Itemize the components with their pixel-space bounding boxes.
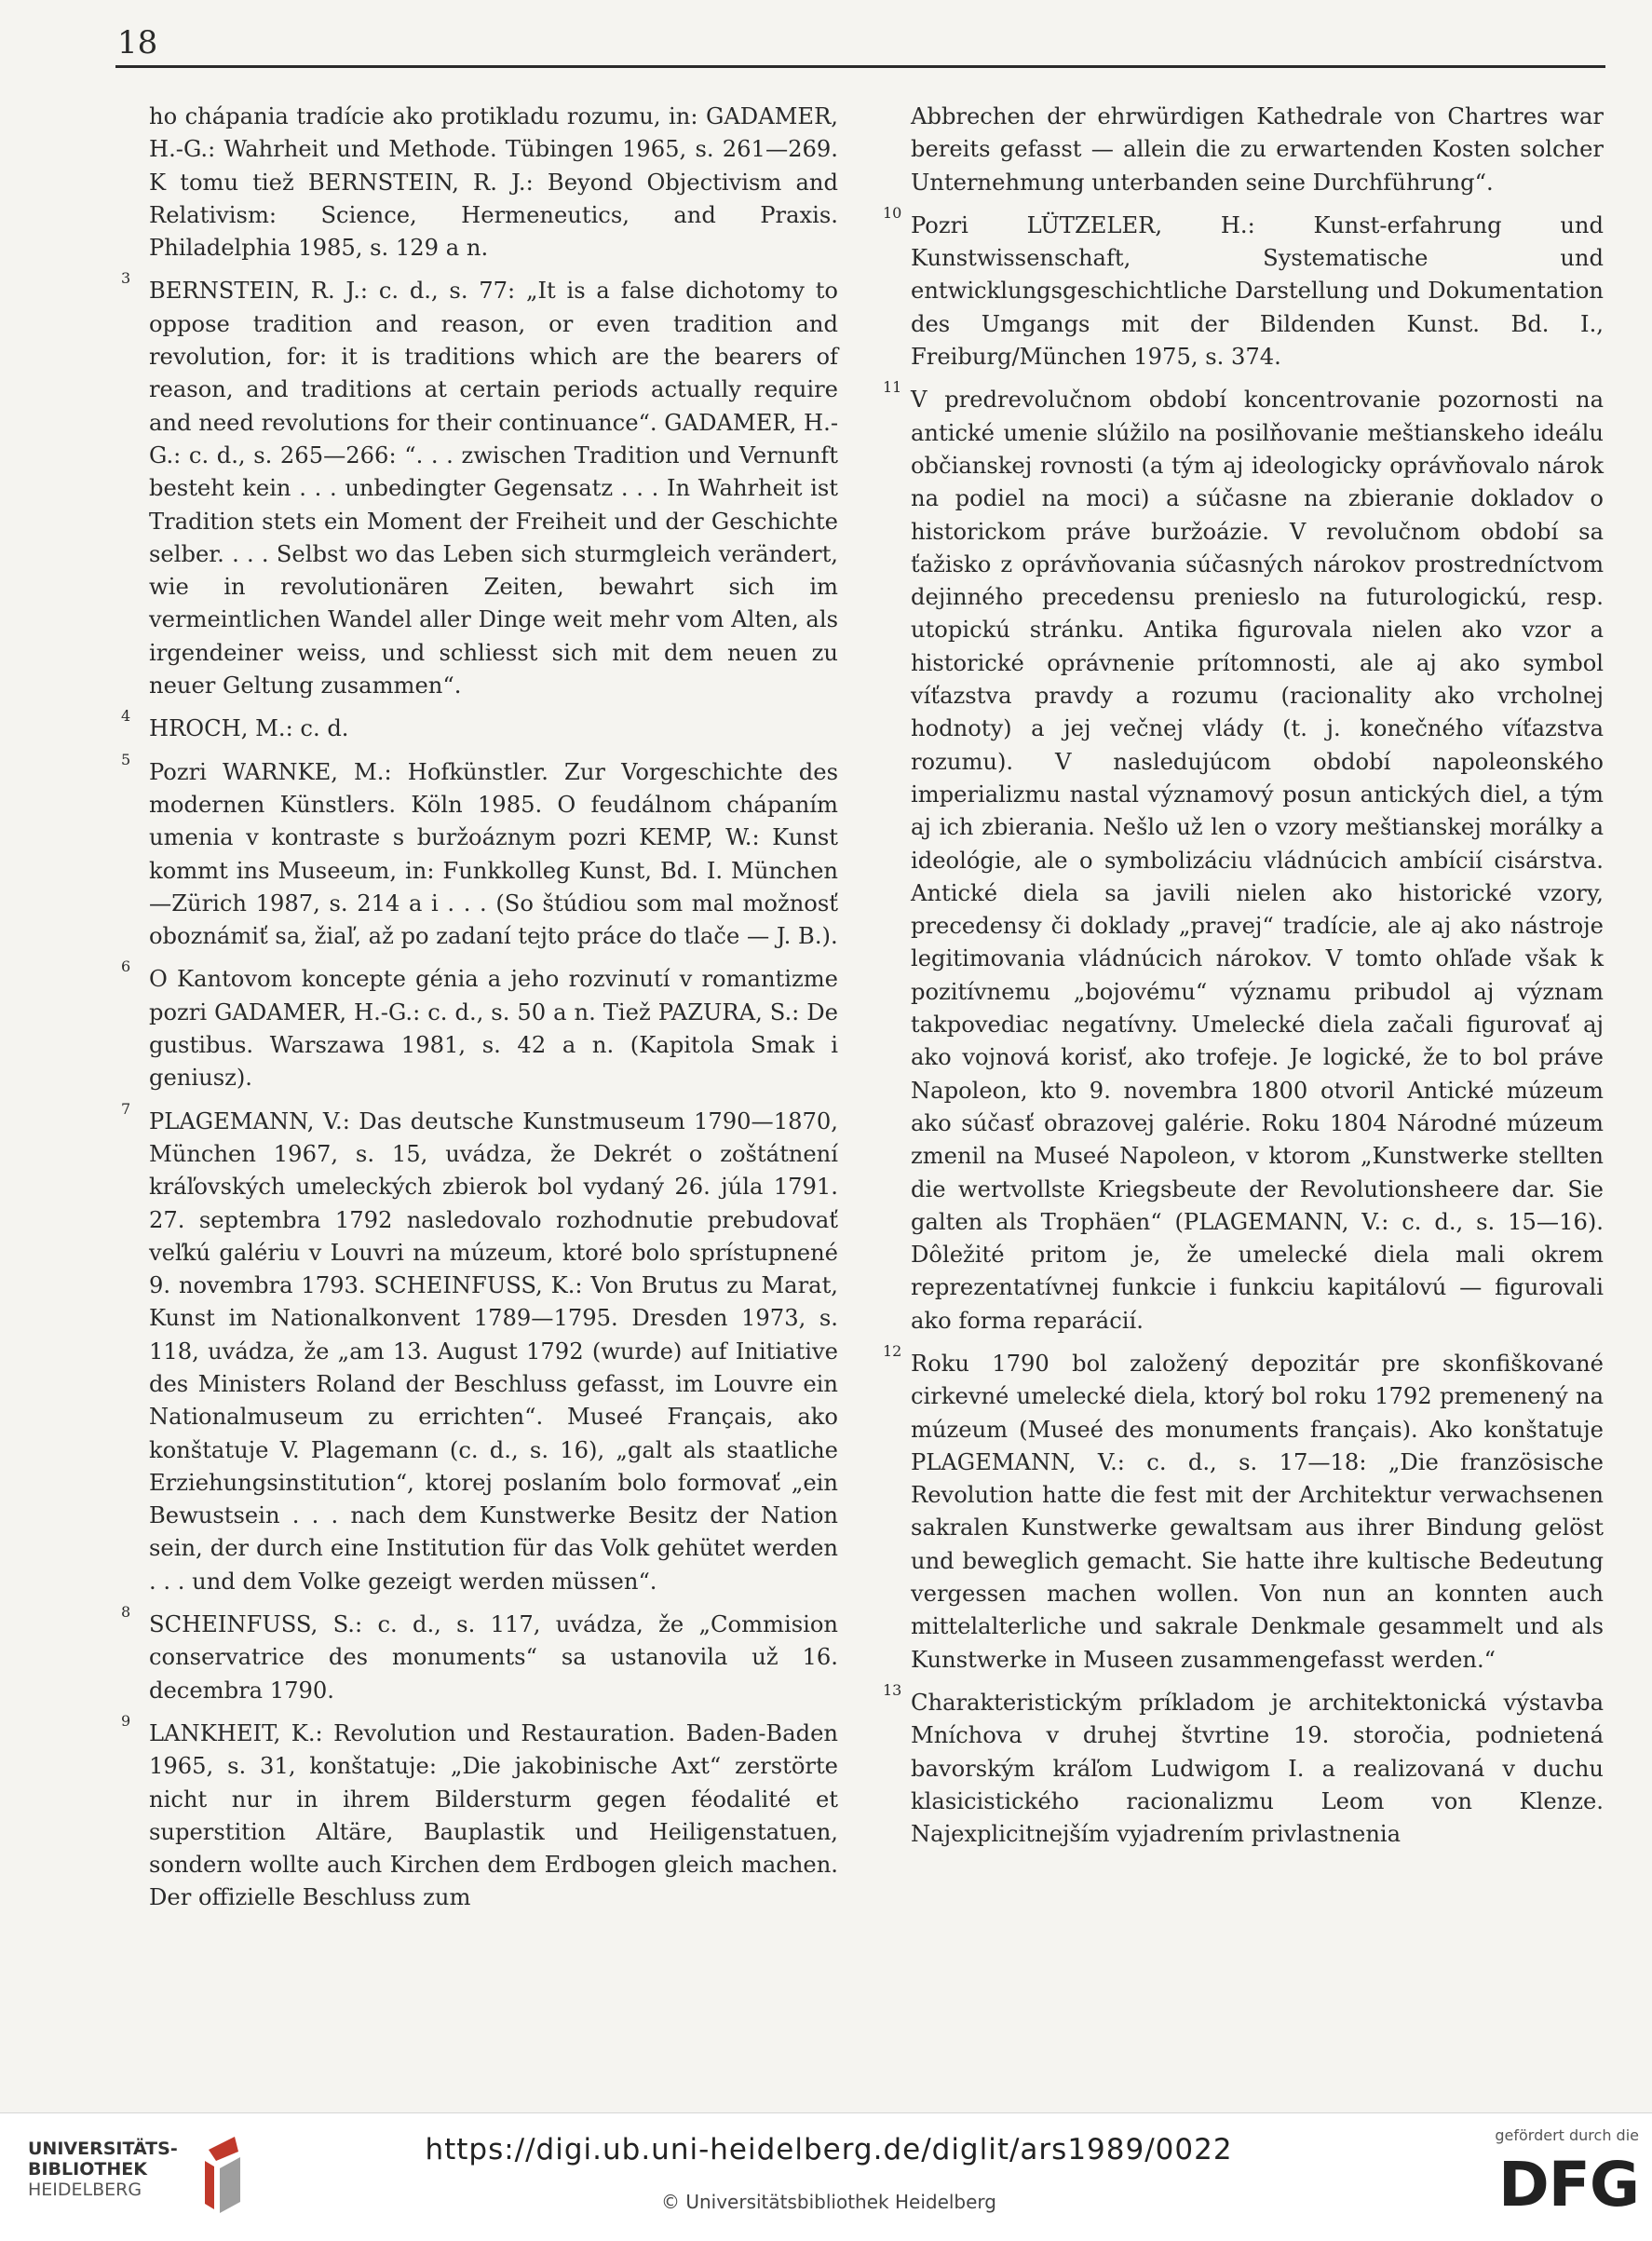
footnote bbox=[883, 1341, 1604, 1677]
logo-line-3: HEIDELBERG bbox=[28, 2180, 142, 2200]
footnote-text: Abbrechen der ehrwürdigen Kathedrale von Chartres war bereits gefasst — allein die zu erwartenden Kosten solcher Unternehmung unterbanden seine Durchführung“. bbox=[911, 103, 1604, 196]
left-column bbox=[121, 101, 838, 1925]
library-emblem-icon bbox=[196, 2133, 251, 2217]
footnote-number: 7 bbox=[121, 1099, 131, 1118]
footnote bbox=[149, 101, 838, 265]
copyright-text: © Universitätsbibliothek Heidelberg bbox=[660, 2191, 996, 2213]
right-column bbox=[883, 101, 1604, 1861]
footnote-number: 12 bbox=[883, 1341, 902, 1360]
header-rule bbox=[115, 65, 1605, 68]
dfg-caption: gefördert durch die bbox=[1495, 2126, 1639, 2144]
page-number: 18 bbox=[117, 24, 158, 61]
footnote bbox=[883, 378, 1604, 1338]
footnote-number: 10 bbox=[883, 203, 902, 222]
footnote-number: 5 bbox=[121, 750, 131, 768]
logo-line-2: BIBLIOTHEK bbox=[28, 2159, 147, 2180]
footnote bbox=[121, 958, 838, 1094]
footnote-text: Pozri WARNKE, M.: Hofkünstler. Zur Vorgeschichte des modernen Künstlers. Köln 1985. O feudálnom chápaním umenia v kontraste s buržoáznym pozri KEMP, W.: Kunst kommt ins Museeum, in: Funkkolleg Kunst, Bd. I. München—Zürich 1987, s. 214 a i . . . (So štúdiou som mal možnosť oboznámiť sa, žiaľ, až po zadaní tejto práce do tlače — J. B.). bbox=[149, 758, 838, 950]
footnote bbox=[883, 203, 1604, 374]
footnote-text: Charakteristickým príkladom je architektonická výstavba Mníchova v druhej štvrtine 19. storočia, podnietená bavorským kráľom Ludwigom I. a realizovaná v duchu klasicistického racionalizmu Leom von Klenze. Najexplicitnejším vyjadrením privlastnenia bbox=[911, 1689, 1604, 1848]
footnote-number: 6 bbox=[121, 958, 131, 976]
footnote-text: LANKHEIT, K.: Revolution und Restauration. Baden-Baden 1965, s. 31, konštatuje: „Die jakobinische Axt“ zerstörte nicht nur in ihrem Bildersturm gegen féodalité et superstition Altäre, Bauplastik und Heiligenstatuen, sondern wollte auch Kirchen dem Erdbogen gleich machen. Der offizielle Beschluss zum bbox=[149, 1719, 838, 1911]
university-library-logo[interactable] bbox=[22, 2126, 264, 2228]
dfg-funding-block bbox=[1453, 2126, 1639, 2229]
logo-text bbox=[28, 2139, 178, 2200]
footnote-text: Roku 1790 bol založený depozitár pre skonfiškované cirkevné umelecké diela, ktorý bol roku 1792 premenený na múzeum (Museé des monuments français). Ako konštatuje PLAGEMANN, V.: c. d., s. 17—18: „Die französische Revolution hatte die fest mit der Architektur verwachsenen sakralen Kunstwerke gewaltsam aus ihrer Bindung gelöst und beweglich gemacht. Sie hatte ihre kultische Bedeutung vergessen machen wollen. Von nun an konnten auch mittelalterliche und sakrale Denkmale gesammelt und als Kunstwerke in Museen zusammengefasst werden.“ bbox=[911, 1350, 1604, 1673]
footnote bbox=[121, 269, 838, 702]
document-url-link[interactable]: https://digi.ub.uni-heidelberg.de/diglit/ars1989/0022 bbox=[425, 2133, 1233, 2166]
footnote-number: 4 bbox=[121, 707, 131, 726]
dfg-logo: DFG bbox=[1497, 2149, 1639, 2221]
footnote bbox=[121, 1603, 838, 1707]
footnote bbox=[121, 1711, 838, 1915]
footnote-number: 3 bbox=[121, 269, 131, 288]
footnote-text: HROCH, M.: c. d. bbox=[149, 715, 349, 742]
footnote-text: V predrevolučnom období koncentrovanie pozornosti na antické umenie slúžilo na posilňovanie meštianskeho ideálu občianskej rovnosti (a tým aj ideologicky oprávňovalo nárok na podiel na moci) a súčasne na zbieranie dokladov o historickom práve buržoázie. V revolučnom období sa ťažisko z oprávňovania súčasných nárokov prostredníctvom dejinného precedensu prenieslo na futurologickú, resp. utopickú stránku. Antika figurovala nielen ako vzor a historické oprávnenie prítomnosti, ale aj ako symbol víťazstva pravdy a rozumu (racionality ako vrcholnej hodnoty) a jej večnej vlády (t. j. konečného víťazstva rozumu). V nasledujúcom období napoleonského imperializmu nastal významový posun antických diel, a tým aj ich zbierania. Nešlo už len o vzory meštianskej morálky a ideológie, ale o symbolizáciu vládnúcich ambícií cisárstva. Antické diela sa javili nielen ako historické vzory, precedensy či doklady „pravej“ tradície, ale aj ako nástroje legitimovania vládnúcich nárokov. V tomto ohľade však k pozitívnemu „bojovému“ významu pribudol aj význam takpovediac negatívny. Umelecké diela začali figurovať aj ako vojnová korisť, ako trofeje. Je logické, že to bol práve Napoleon, kto 9. novembra 1800 otvoril Antické múzeum ako súčasť obrazovej galérie. Roku 1804 Národné múzeum zmenil na Museé Napoleon, v ktorom „Kunstwerke stellten die wertvollste Kriegsbeute der Revolutionsheere dar. Sie galten als Trophäen“ (PLAGEMANN, V.: c. d., s. 15—16). Dôležité pritom je, že umelecké diela mali okrem reprezentatívnej funkcie i funkciu kapitálovú — figurovali ako forma reparácií. bbox=[911, 387, 1604, 1334]
footnote bbox=[121, 750, 838, 954]
footnote-number: 8 bbox=[121, 1603, 131, 1622]
footnote bbox=[911, 101, 1604, 199]
footnote-text: PLAGEMANN, V.: Das deutsche Kunstmuseum 1790—1870, München 1967, s. 15, uvádza, že Dekrét o zoštátnení kráľovských umeleckých zbierok bol vydaný 26. júla 1791. 27. septembra 1792 nasledovalo rozhodnutie prebudovať veľkú galériu v Louvri na múzeum, ktoré bolo sprístupnené 9. novembra 1793. SCHEINFUSS, K.: Von Brutus zu Marat, Kunst im Nationalkonvent 1789—1795. Dresden 1973, s. 118, uvádza, že „am 13. August 1792 (wurde) auf Initiative des Ministers Roland der Beschluss gefasst, im Louvre ein Nationalmuseum zu errichten“. Museé Français, ako konštatuje V. Plagemann (c. d., s. 16), „galt als staatliche Erziehungsinstitution“, ktorej poslaním bolo formovať „ein Bewustsein . . . nach dem Kunstwerke Besitz der Nation sein, der durch eine Institution für das Volk gehütet werden . . . und dem Volke gezeigt werden müssen“. bbox=[149, 1107, 838, 1595]
footnote-text: O Kantovom koncepte génia a jeho rozvinutí v romantizme pozri GADAMER, H.-G.: c. d., s. 50 a n. Tiež PAZURA, S.: De gustibus. Warszawa 1981, s. 42 a n. (Kapitola Smak i geniusz). bbox=[149, 966, 838, 1092]
footnote-text: BERNSTEIN, R. J.: c. d., s. 77: „It is a false dichotomy to oppose tradition and reason, or even tradition and revolution, for: it is traditions which are the bearers of reason, and traditions at certain periods actually require and need revolutions for their continuance“. GADAMER, H.-G.: c. d., s. 265—266: “. . . zwischen Tradition und Vernunft besteht kein . . . unbedingter Gegensatz . . . In Wahrheit ist Tradition stets ein Moment der Freiheit und der Geschichte selber. . . . Selbst wo das Leben sich sturmgleich verändert, wie in revolutionären Zeiten, bewahrt sich im vermeintlichen Wandel aller Dinge weit mehr vom Alten, als irgendeiner weiss, und schliesst sich mit dem neuen zu neuer Geltung zusammen“. bbox=[149, 278, 838, 699]
footnote bbox=[121, 707, 838, 745]
footnote-number: 9 bbox=[121, 1711, 131, 1730]
footnote-number: 13 bbox=[883, 1680, 902, 1699]
footnote-text: ho chápania tradície ako protikladu rozumu, in: GADAMER, H.-G.: Wahrheit und Methode. Tübingen 1965, s. 261—269. K tomu tiež BERNSTEIN, R. J.: Beyond Objectivism and Relativism: Science, Hermeneutics, and Praxis. Philadelphia 1985, s. 129 a n. bbox=[149, 103, 838, 262]
footnote bbox=[121, 1099, 838, 1598]
footnote-text: SCHEINFUSS, S.: c. d., s. 117, uvádza, že „Commision conservatrice des monuments“ sa ustanovila už 16. decembra 1790. bbox=[149, 1611, 838, 1704]
footnote-text: Pozri LÜTZELER, H.: Kunst-erfahrung und Kunstwissenschaft, Systematische und entwicklungsgeschichtliche Darstellung und Dokumentation des Umgangs mit der Bildenden Kunst. Bd. I., Freiburg/München 1975, s. 374. bbox=[911, 211, 1604, 371]
footnote-number: 11 bbox=[883, 378, 902, 397]
logo-line-1: UNIVERSITÄTS- bbox=[28, 2139, 178, 2159]
footnote bbox=[883, 1680, 1604, 1851]
